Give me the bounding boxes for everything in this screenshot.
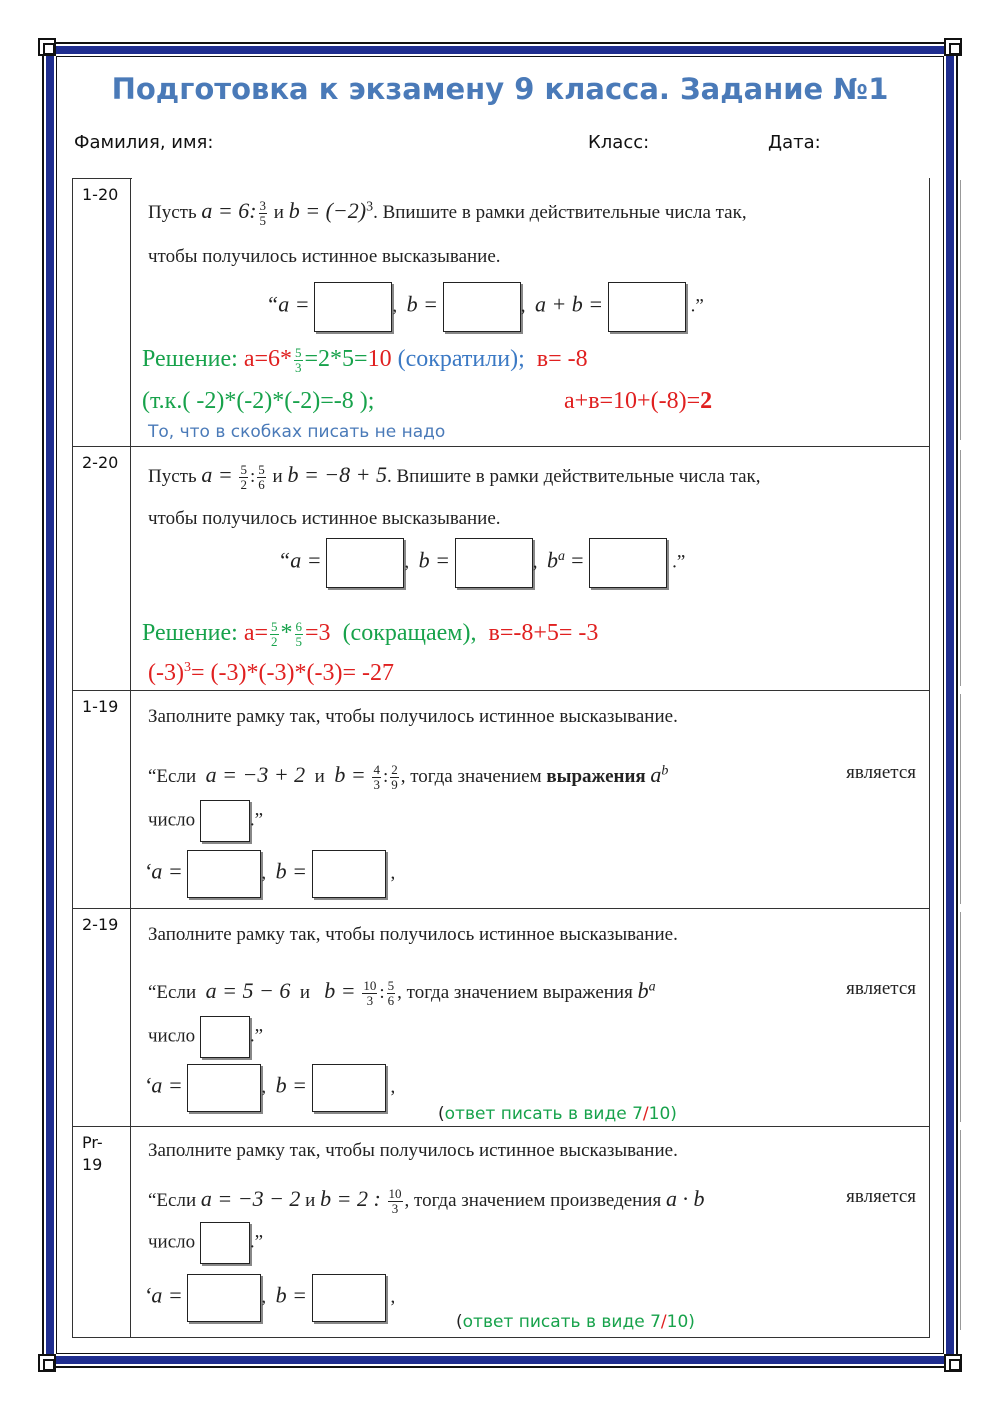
answer-box-value[interactable] (200, 1016, 250, 1058)
answer-box-b[interactable] (312, 1274, 386, 1322)
corner-ornament (944, 38, 962, 56)
answer-box-a[interactable] (187, 1064, 261, 1112)
task3-answer-line: ‘a = , b = , (144, 850, 395, 898)
answer-box-a[interactable] (314, 282, 392, 332)
answer-box-a[interactable] (326, 538, 404, 588)
task3-number-line: число .” (148, 800, 263, 842)
margin-mark (960, 694, 961, 904)
answer-box-value[interactable] (200, 800, 250, 842)
answer-box-value[interactable] (200, 1222, 250, 1264)
margin-mark (960, 450, 961, 686)
answer-box-b[interactable] (443, 282, 521, 332)
solution1-line1: Решение: а=6* $\frac{5}{3}$ =2*5=10 (сократили); в= -8 (142, 345, 588, 375)
row-divider (72, 690, 930, 691)
margin-mark (960, 912, 961, 1122)
task1-statement-line2: чтобы получилось истинное высказывание. (148, 246, 501, 267)
task2-statement-line2: чтобы получилось истинное высказывание. (148, 508, 501, 529)
page-title: Подготовка к экзамену 9 класса. Задание №1 (111, 72, 889, 106)
task1-answer-line: “a = , b = , a + b = .” (266, 282, 704, 332)
row-label: 2-19 (82, 915, 119, 934)
task4-statement: “Если a = 5 − 6 и b = $\frac{10}{3}$ : $\frac{5}{6}$ , тогда значением выражения $b^a$ является (148, 978, 916, 1009)
row-label: Pr- 19 (82, 1133, 103, 1174)
solution1-sum: а+в=10+(-8)=2 (564, 388, 713, 414)
task5-instruction: Заполните рамку так, чтобы получилось истинное высказывание. (148, 1140, 678, 1161)
solution2-line2: $(-3)^3= (-3)*(-3)*(-3)= -27$ (148, 660, 394, 686)
corner-ornament (944, 1354, 962, 1372)
task5-answer-hint: (ответ писать в виде 7/10) (456, 1312, 695, 1332)
row-divider (72, 908, 930, 909)
class-label: Класс: (588, 132, 650, 153)
answer-box-a[interactable] (187, 1274, 261, 1322)
task5-number-line: число .” (148, 1222, 263, 1264)
task4-answer-hint: (ответ писать в виде 7/10) (438, 1104, 677, 1124)
solution2-line1: Решение: а= $\frac{5}{2}$ * $\frac{6}{5}$ =3 (сокращаем), в=-8+5= -3 (142, 619, 599, 649)
task3-statement: “Если a = −3 + 2 и b = $\frac{4}{3}$ : $\frac{2}{9}$ , тогда значением выражения $a^b$ является (148, 762, 916, 793)
corner-ornament (38, 1354, 56, 1372)
answer-box-b[interactable] (455, 538, 533, 588)
task2-answer-line: “a = , b = , $b^a$ = .” (278, 538, 685, 588)
task1-statement: Пусть a = 6: $\frac{3}{5}$ и $b = (-2)^3$. Впишите в рамки действительные числа так, (148, 198, 747, 229)
answer-box-power[interactable] (589, 538, 667, 588)
row-label: 2-20 (82, 453, 119, 472)
solution1-line2: (т.к.( -2)*(-2)*(-2)=-8 ); (142, 388, 375, 414)
answer-box-b[interactable] (312, 850, 386, 898)
name-label: Фамилия, имя: (74, 132, 214, 153)
row-label: 1-19 (82, 697, 119, 716)
date-label: Дата: (768, 132, 821, 153)
task4-instruction: Заполните рамку так, чтобы получилось истинное высказывание. (148, 924, 678, 945)
row-label: 1-20 (82, 185, 119, 204)
answer-box-b[interactable] (312, 1064, 386, 1112)
margin-mark (960, 180, 961, 440)
solution1-note: То, что в скобках писать не надо (148, 422, 446, 442)
task3-instruction: Заполните рамку так, чтобы получилось истинное высказывание. (148, 706, 678, 727)
task5-answer-line: ‘a = , b = , (144, 1274, 395, 1322)
margin-mark (960, 1130, 961, 1330)
answer-box-sum[interactable] (608, 282, 686, 332)
answer-box-a[interactable] (187, 850, 261, 898)
row-divider (72, 446, 930, 447)
row-divider (72, 1126, 930, 1127)
task4-number-line: число .” (148, 1016, 263, 1058)
task4-answer-line: ‘a = , b = , (144, 1064, 395, 1112)
task5-statement: “Если a = −3 − 2 и b = 2 : $\frac{10}{3}$ , тогда значением произведения a · b является (148, 1186, 916, 1217)
task2-statement: Пусть a = $\frac{5}{2}$ : $\frac{5}{6}$ и b = −8 + 5. Впишите в рамки действительные числа так, (148, 462, 761, 493)
table-column-divider (130, 178, 131, 1338)
corner-ornament (38, 38, 56, 56)
